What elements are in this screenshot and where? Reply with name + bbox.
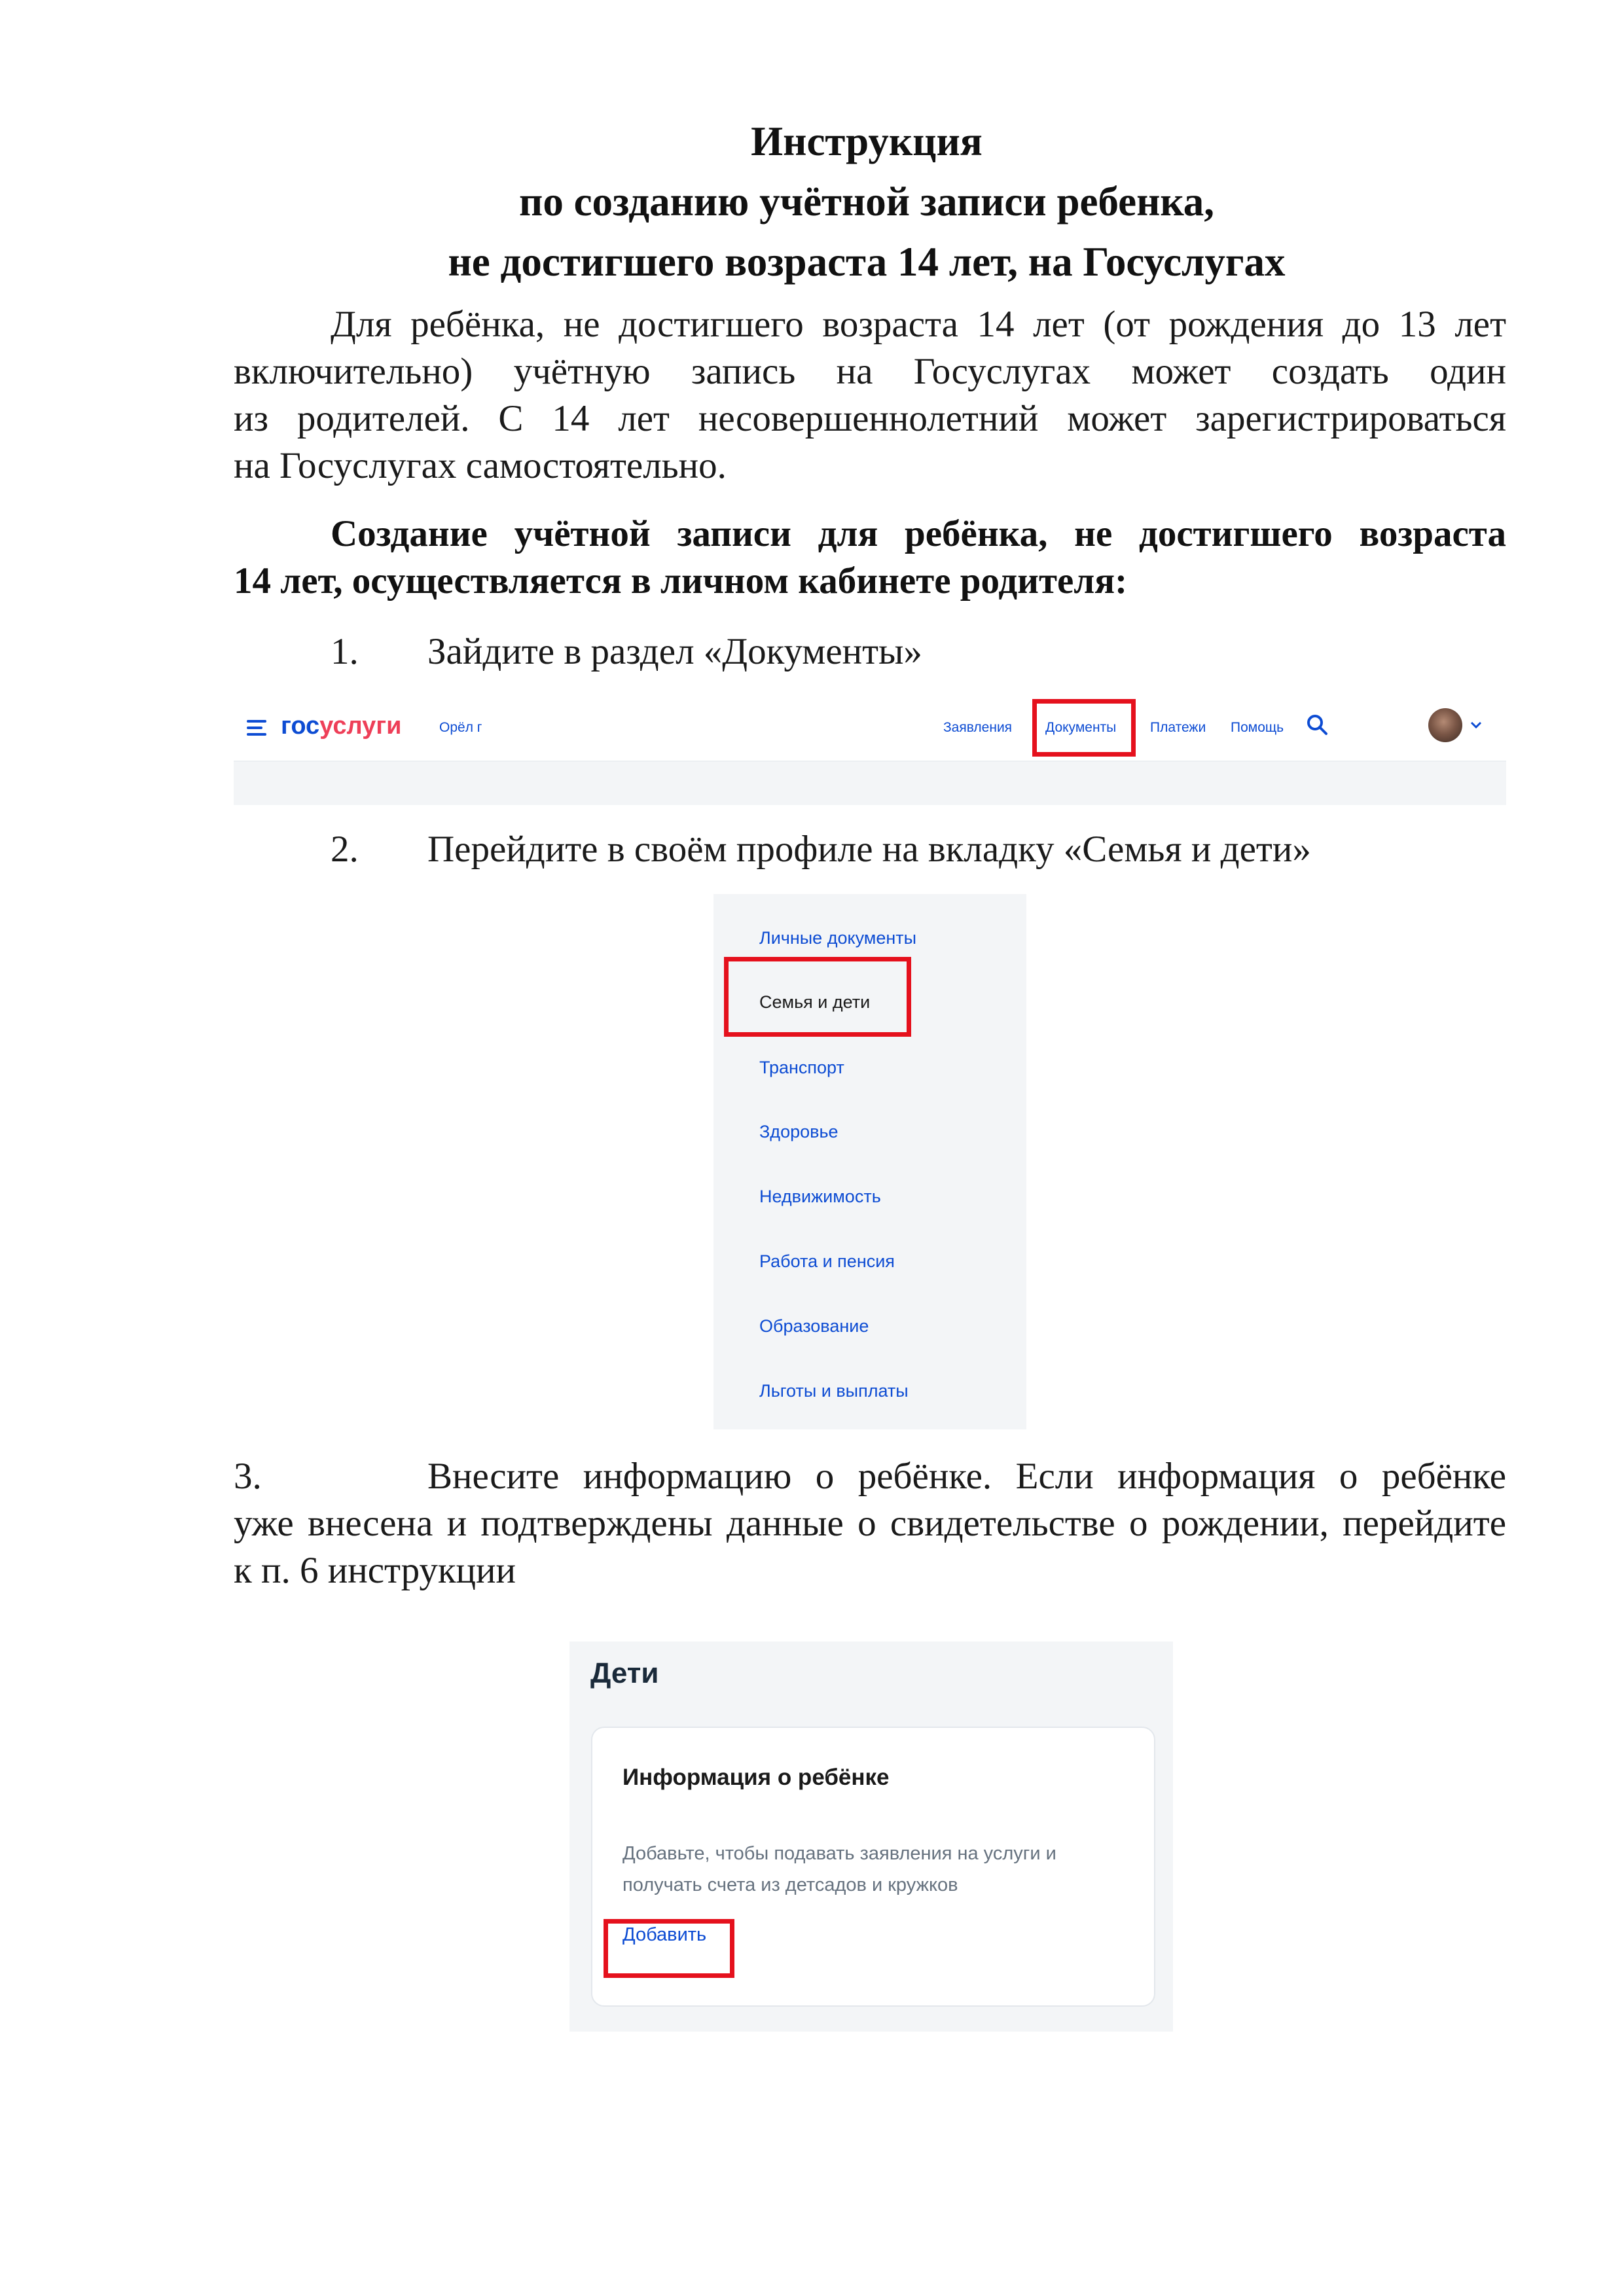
bold-note-line-2: 14 лет, осуществляется в личном кабинете родителя: [234, 560, 1128, 601]
menu-item-work-and-pension[interactable]: Работа и пенсия [759, 1251, 895, 1271]
nav-item-applications[interactable]: Заявления [943, 720, 1013, 735]
step-3-line-2: уже внесена и подтверждены данные о свидетельстве о рождении, перейдите [234, 1503, 1506, 1544]
bold-note-line-1: Создание учётной записи для ребёнка, не достигшего возраста [331, 513, 1506, 554]
children-heading: Дети [590, 1657, 659, 1689]
menu-item-health[interactable]: Здоровье [759, 1122, 839, 1141]
avatar[interactable] [1428, 708, 1462, 742]
step-3-line-1 [234, 1453, 1506, 1500]
menu-icon[interactable] [247, 720, 266, 736]
title-line-1: Инструкция [751, 118, 983, 164]
intro-line-4: на Госуслугах самостоятельно. [234, 445, 727, 486]
highlight-box-family [724, 957, 911, 1037]
child-info-desc-line-1: Добавьте, чтобы подавать заявления на услуги и [623, 1843, 1056, 1864]
title-line-2: по созданию учётной записи ребенка, [519, 179, 1214, 224]
step-3-line-3: к п. 6 инструкции [234, 1550, 516, 1591]
step-3-text-1: Внесите информацию о ребёнке. Если информация о ребёнке [427, 1456, 1506, 1497]
step-3 [234, 1453, 1506, 1594]
intro-line-3: из родителей. С 14 лет несовершеннолетний может зарегистрироваться [234, 398, 1506, 439]
children-card-screenshot [569, 1641, 1173, 2032]
child-info-title: Информация о ребёнке [623, 1765, 890, 1790]
gosuslugi-logo[interactable] [281, 712, 401, 740]
logo-part-2: услуги [319, 712, 402, 740]
nav-item-help[interactable]: Помощь [1231, 720, 1284, 735]
document-title [229, 111, 1504, 292]
menu-item-transport[interactable]: Транспорт [759, 1058, 844, 1077]
step-3-number: 3. [234, 1456, 262, 1497]
child-info-desc-line-2: получать счета из детсадов и кружков [623, 1874, 958, 1895]
intro-paragraph [234, 301, 1506, 490]
nav-item-payments[interactable]: Платежи [1150, 720, 1206, 735]
add-child-link[interactable]: Добавить [623, 1924, 707, 1945]
bold-note [234, 511, 1506, 605]
nav-item-documents[interactable]: Документы [1045, 720, 1117, 735]
step-1-number: 1. [331, 631, 359, 672]
menu-item-benefits[interactable]: Льготы и выплаты [759, 1381, 909, 1401]
title-line-3: не достигшего возраста 14 лет, на Госуслугах [448, 239, 1286, 285]
search-icon[interactable] [1306, 713, 1328, 736]
menu-item-family-and-children[interactable]: Семья и дети [759, 992, 871, 1012]
child-info-description [623, 1838, 1056, 1901]
step-1-text: Зайдите в раздел «Документы» [427, 631, 922, 672]
profile-menu-screenshot [713, 894, 1026, 1429]
highlight-box-documents [1032, 699, 1136, 757]
menu-item-real-estate[interactable]: Недвижимость [759, 1187, 881, 1206]
intro-line-2: включительно) учётную запись на Госуслугах может создать один [234, 351, 1506, 392]
step-1 [331, 628, 1506, 675]
intro-line-1: Для ребёнка, не достигшего возраста 14 лет (от рождения до 13 лет [331, 304, 1506, 345]
city-selector[interactable]: Орёл г [439, 720, 482, 735]
logo-part-1: гос [281, 712, 320, 740]
menu-item-personal-documents[interactable]: Личные документы [759, 928, 917, 948]
step-2 [331, 826, 1506, 873]
highlight-box-add [604, 1919, 734, 1978]
step-2-text: Перейдите в своём профиле на вкладку «Семья и дети» [427, 829, 1311, 870]
gosuslugi-header-screenshot [234, 694, 1506, 804]
chevron-down-icon[interactable] [1470, 720, 1483, 730]
step-2-number: 2. [331, 829, 359, 870]
menu-item-education[interactable]: Образование [759, 1316, 869, 1336]
header-bottom-strip [234, 761, 1506, 805]
